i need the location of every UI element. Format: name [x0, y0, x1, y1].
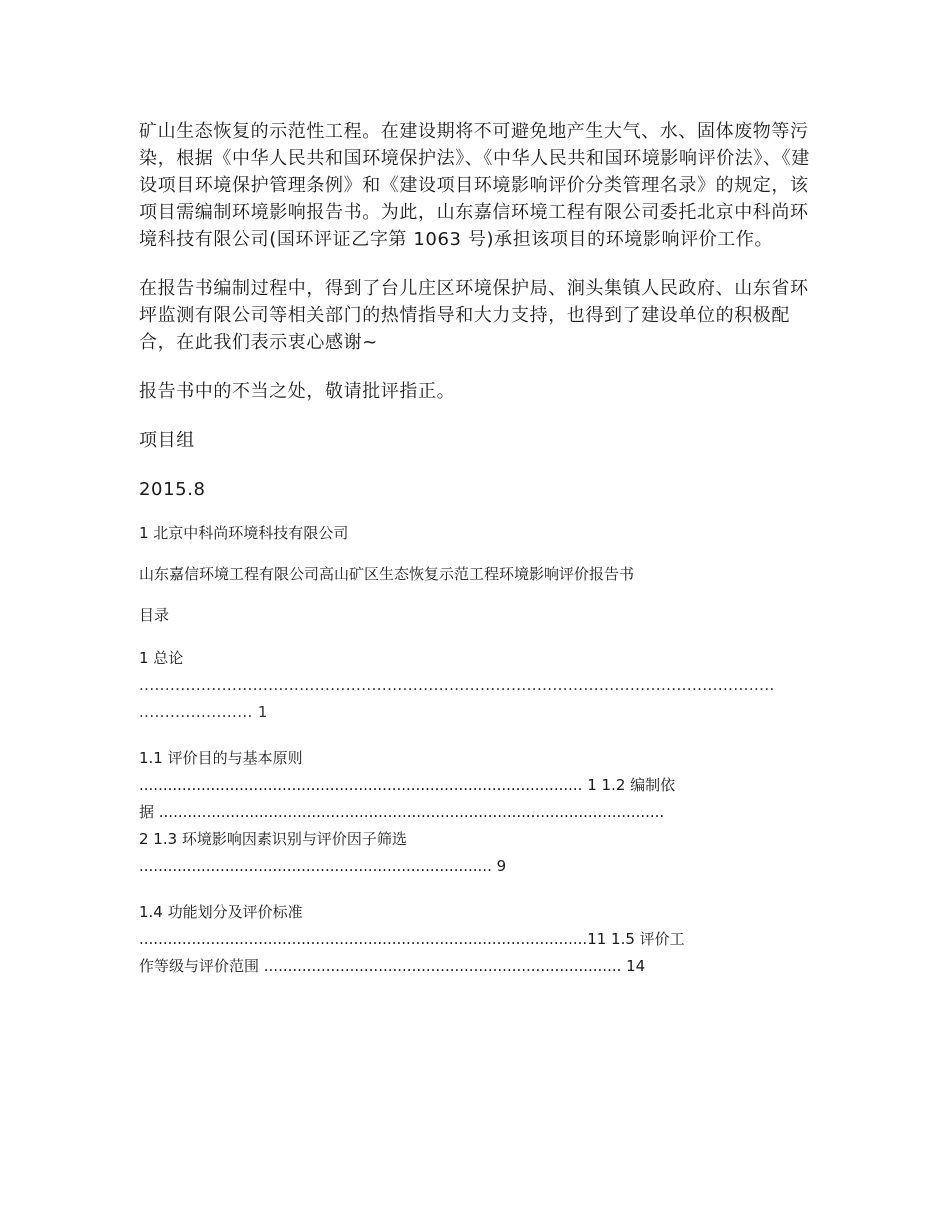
footer-page-line: 1 北京中科尚环境科技有限公司 [139, 524, 349, 542]
toc-leader-dots: ........................................................................................................................... [139, 676, 775, 694]
toc-leader-line: 2 1.3 环境影响因素识别与评价因子筛选 [139, 830, 407, 848]
toc-entry-label: 1.4 功能划分及评价标准 [139, 903, 303, 921]
toc-page-number: ...................... 1 [139, 703, 268, 721]
toc-entry-label: 1.1 评价目的与基本原则 [139, 749, 303, 767]
toc-entry-1[interactable] [139, 645, 811, 726]
toc-entry-1-1[interactable] [139, 745, 811, 880]
date: 2015.8 [139, 479, 206, 500]
toc-leader-line: 作等级与评价范围 ........................................................................... 14 [139, 957, 646, 975]
toc-heading: 目录 [139, 606, 170, 624]
toc-leader-line: 据 .......................................................................................................... [139, 803, 665, 821]
toc-leader-line: ..............................................................................................11 1.5 评价工 [139, 930, 685, 948]
toc-leader-line: ............................................................................................. 1 1.2 编制依 [139, 776, 676, 794]
body-paragraph-1: 矿山生态恢复的示范性工程。在建设期将不可避免地产生大气、水、固体废物等污染，根据《中华人民共和国环境保护法》、《中华人民共和国环境影响评价法》、《建设项目环境保护管理条例》和《建设项目环境影响评价分类管理名录》的规定，该项目需编制环境影响报告书。为此，山东嘉信环境工程有限公司委托北京中科尚环境科技有限公司(国环评证乙字第 1063 号)承担该项目的环境影响评价工作。 [139, 121, 810, 250]
document-page [139, 118, 811, 980]
toc-leader-line: .......................................................................... 9 [139, 857, 507, 875]
body-paragraph-3: 报告书中的不当之处，敬请批评指正。 [139, 381, 456, 402]
signature: 项目组 [139, 430, 195, 451]
toc-entry-1-4[interactable] [139, 899, 811, 980]
toc-entry-label: 1 总论 [139, 649, 184, 667]
doc-title: 山东嘉信环境工程有限公司高山矿区生态恢复示范工程环境影响评价报告书 [139, 565, 635, 583]
body-paragraph-2: 在报告书编制过程中，得到了台儿庄区环境保护局、涧头集镇人民政府、山东省环坪监测有限公司等相关部门的热情指导和大力支持，也得到了建设单位的积极配合，在此我们表示衷心感谢~ [139, 278, 809, 353]
